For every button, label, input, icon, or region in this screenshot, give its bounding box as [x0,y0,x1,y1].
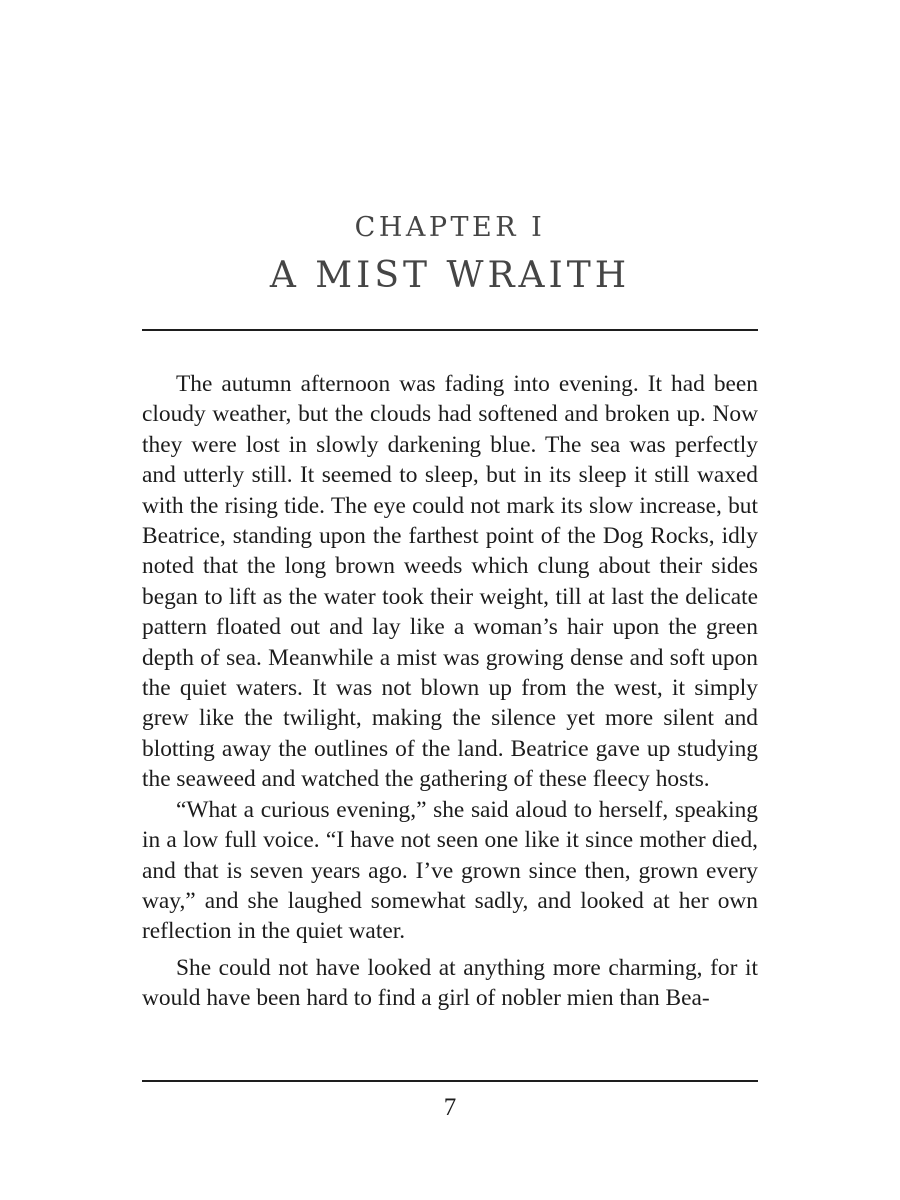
footer-divider [142,1080,758,1082]
header-divider [142,329,758,331]
chapter-body [142,369,758,1014]
paragraph: “What a curious evening,” she said aloud to herself, speaking in a low full voice. “I have not seen one like it since mother died, and that is seven years ago. I’ve grown since then, grown every way,” and she laughed somewhat sadly, and looked at her own reflection in the quiet water. [142,796,758,945]
paragraph: She could not have looked at anything more charming, for it would have been hard to find a girl of nobler mien than Bea- [142,954,758,1012]
paragraph: The autumn afternoon was fading into evening. It had been cloudy weather, but the clouds had softened and broken up. Now they were lost in slowly darkening blue. The sea was perfectly and utterly still. It seemed to sleep, but in its sleep it still waxed with the rising tide. The eye could not mark its slow increase, but Beatrice, standing upon the farthest point of the Dog Rocks, idly noted that the long brown weeds which clung about their sides began to lift as the water took their weight, till at last the delicate pattern floated out and lay like a woman’s hair upon the green depth of sea. Meanwhile a mist was growing dense and soft upon the quiet waters. It was not blown up from the west, it simply grew like the twilight, making the silence yet more silent and blotting away the outlines of the land. Beatrice gave up studying the seaweed and watched the gathering of these fleecy hosts. [142,371,758,793]
chapter-title: A MIST WRAITH [269,255,631,296]
chapter-label: CHAPTER I [354,212,546,243]
page-number: 7 [443,1094,457,1121]
